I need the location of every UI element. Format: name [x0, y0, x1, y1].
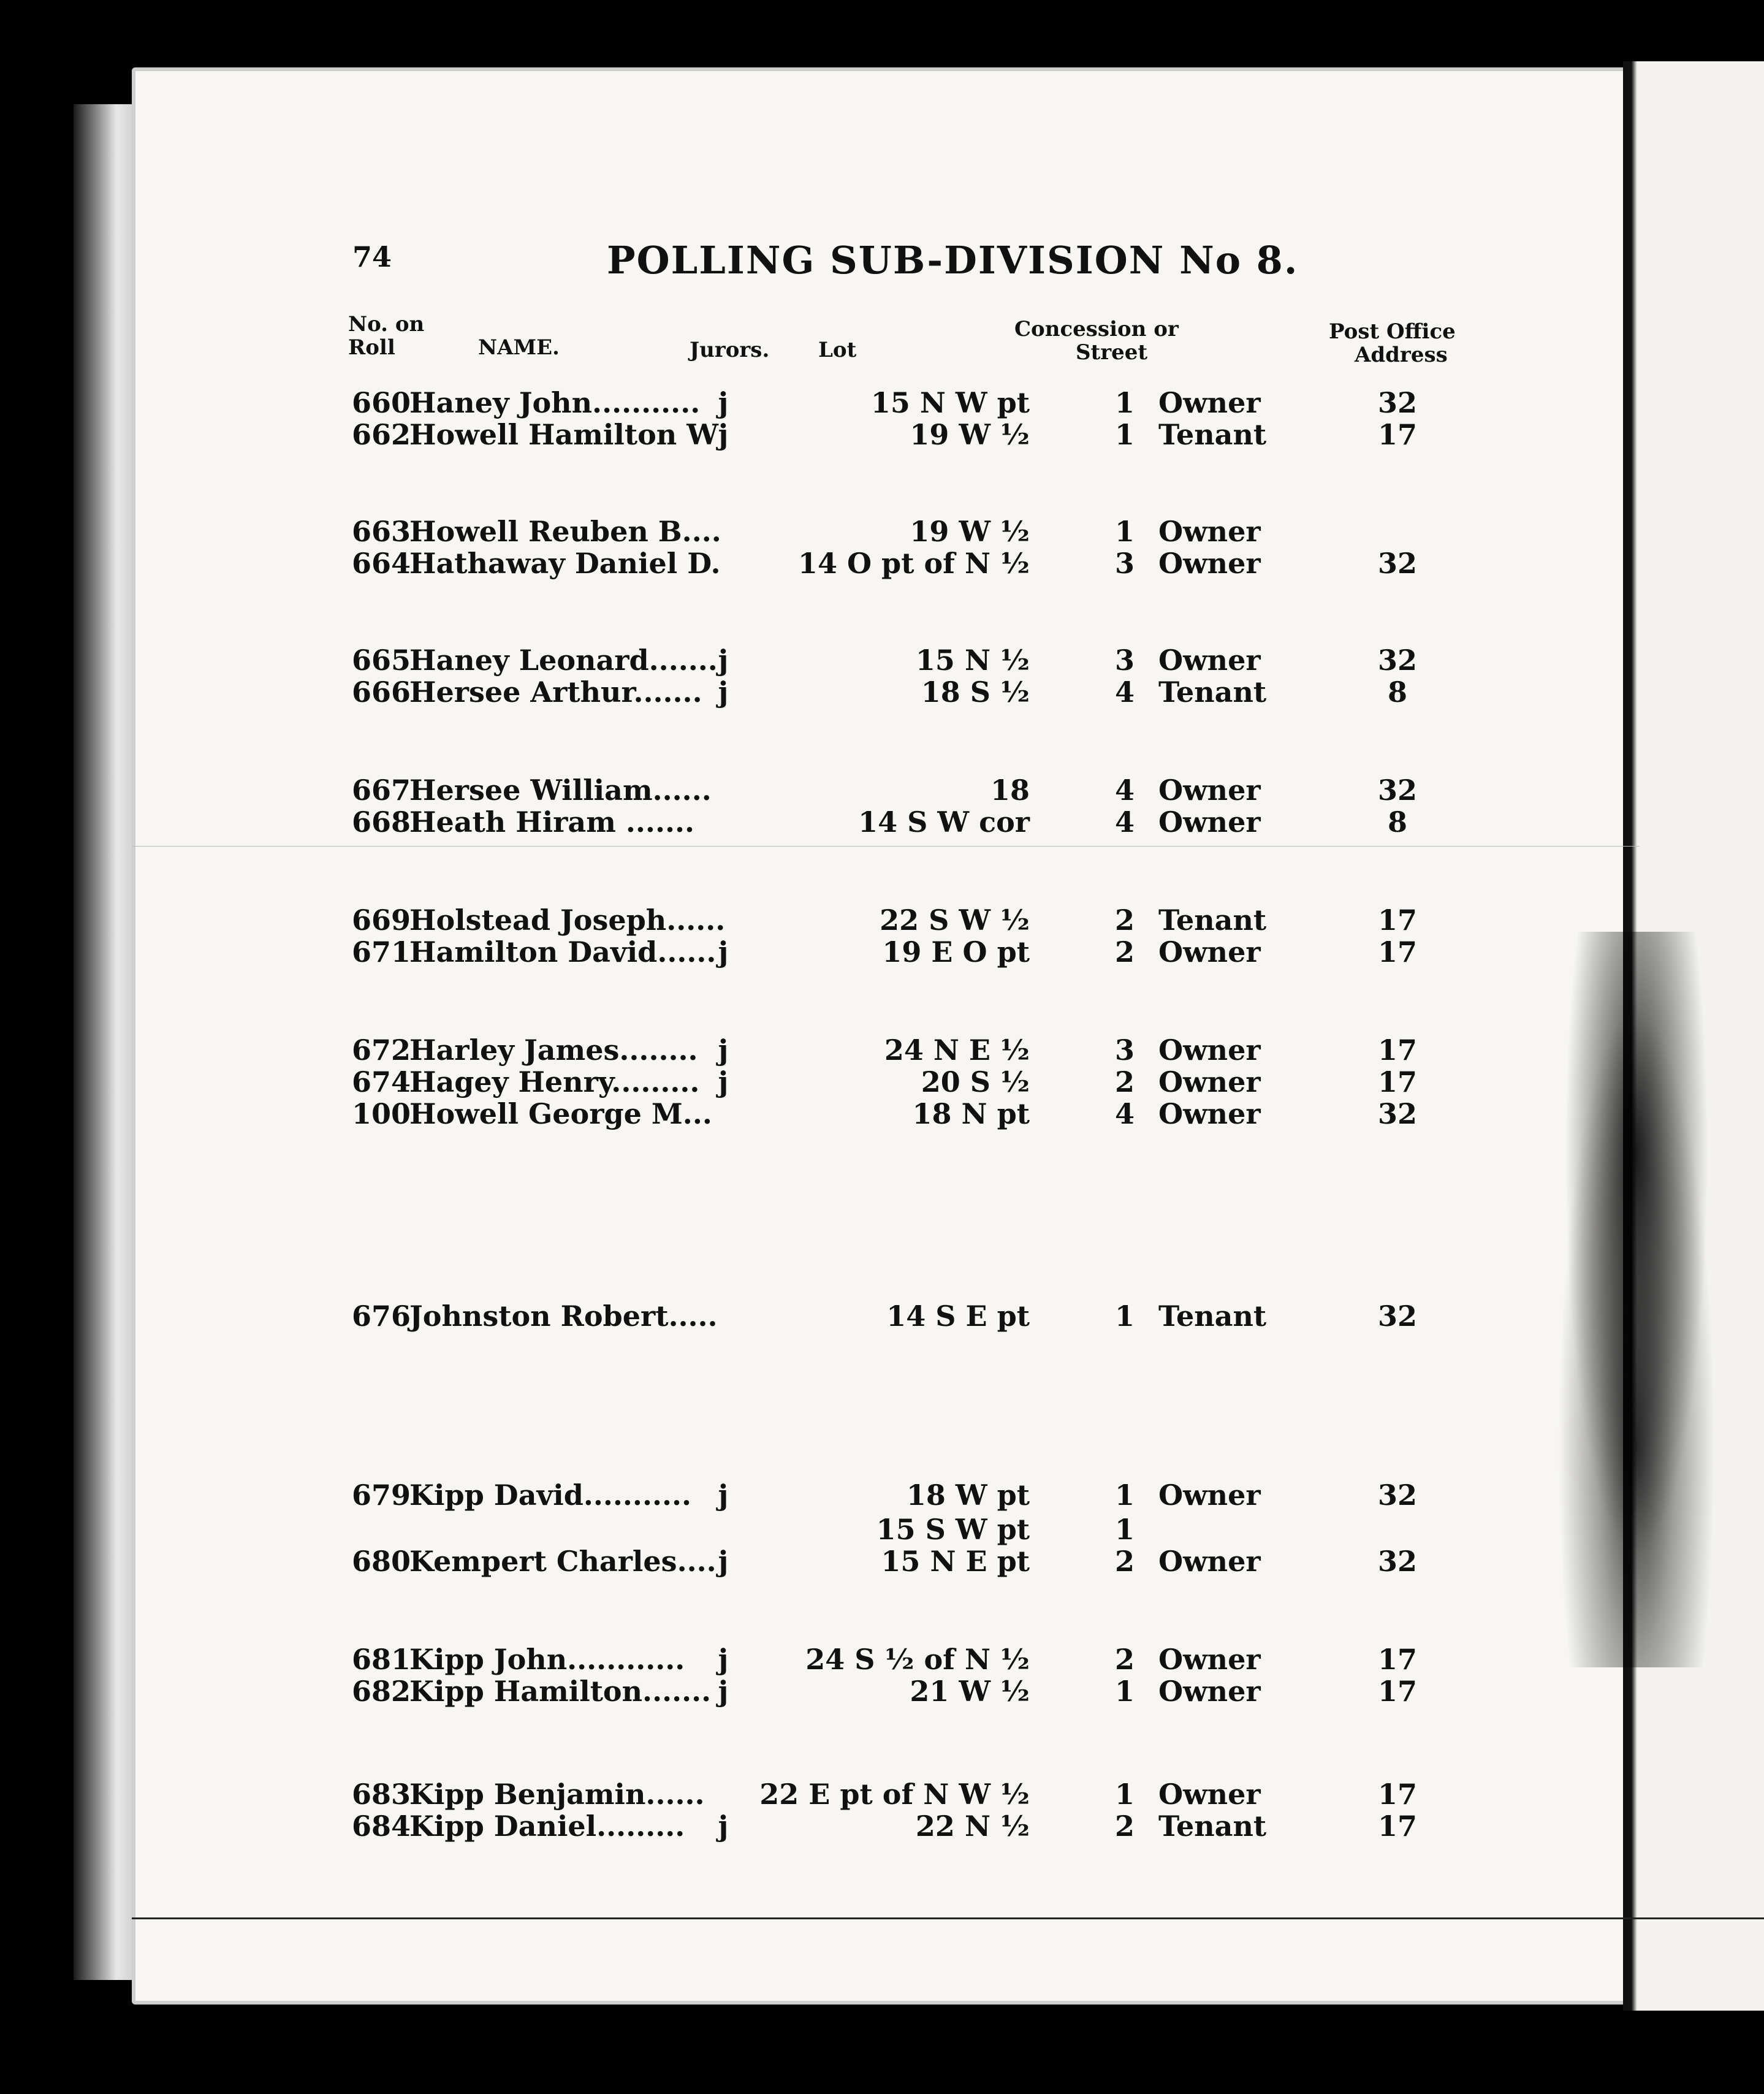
col-roll-header-1: No. on	[348, 312, 425, 337]
roll-number: 662	[351, 418, 411, 451]
voter-name: Hagey Henry.........	[409, 1065, 700, 1098]
fold-line	[132, 846, 1640, 847]
post-office-address: 17	[1377, 1810, 1417, 1843]
concession-number: 2	[1114, 1810, 1135, 1843]
roll-number: 663	[351, 515, 411, 548]
voter-name: Howell George M...	[409, 1097, 712, 1130]
tenure-status: Owner	[1158, 1479, 1261, 1512]
lot-description: 15 S W pt	[876, 1513, 1030, 1546]
concession-number: 2	[1114, 935, 1135, 969]
tenure-status: Owner	[1158, 1065, 1261, 1098]
post-office-address: 32	[1377, 1300, 1417, 1333]
concession-number: 1	[1114, 1300, 1135, 1333]
col-name-header: NAME.	[478, 335, 560, 360]
juror-mark: j	[718, 386, 729, 419]
ink-blot	[1545, 932, 1728, 1667]
tenure-status: Owner	[1158, 774, 1261, 807]
voter-name: Holstead Joseph......	[409, 904, 726, 937]
tenure-status: Owner	[1158, 1034, 1261, 1067]
voter-name: Kempert Charles....	[409, 1545, 717, 1578]
lot-description: 18	[990, 774, 1030, 807]
voter-name: Heath Hiram .......	[409, 805, 695, 839]
concession-number: 2	[1114, 1643, 1135, 1676]
tenure-status: Tenant	[1158, 904, 1267, 937]
juror-mark: j	[718, 1675, 729, 1708]
col-post-office-header-1: Post Office	[1329, 319, 1456, 344]
post-office-address: 32	[1377, 547, 1417, 580]
concession-number: 4	[1114, 774, 1135, 807]
lot-description: 15 N E pt	[881, 1545, 1030, 1578]
concession-number: 1	[1114, 1778, 1135, 1811]
roll-number: 668	[351, 805, 411, 839]
concession-number: 1	[1114, 1675, 1135, 1708]
col-lot-header: Lot	[818, 338, 857, 362]
juror-mark: j	[718, 1545, 729, 1578]
lot-description: 14 S E pt	[886, 1300, 1030, 1333]
concession-number: 3	[1114, 1034, 1135, 1067]
concession-number: 1	[1114, 1479, 1135, 1512]
juror-mark: j	[718, 676, 729, 709]
lot-description: 21 W ½	[910, 1675, 1030, 1708]
voter-name: Hersee Arthur.......	[409, 676, 702, 709]
post-office-address: 17	[1377, 904, 1417, 937]
tenure-status: Tenant	[1158, 1300, 1267, 1333]
concession-number: 4	[1114, 805, 1135, 839]
juror-mark: j	[718, 1034, 729, 1067]
concession-number: 4	[1114, 676, 1135, 709]
lot-description: 18 N pt	[912, 1097, 1030, 1130]
post-office-address: 17	[1377, 935, 1417, 969]
voter-name: Howell Reuben B....	[409, 515, 721, 548]
concession-number: 3	[1114, 644, 1135, 677]
lot-description: 18 S ½	[921, 676, 1030, 709]
tenure-status: Owner	[1158, 805, 1261, 839]
voter-name: Kipp John............	[409, 1643, 685, 1676]
concession-number: 2	[1114, 904, 1135, 937]
post-office-address: 17	[1377, 1643, 1417, 1676]
post-office-address: 8	[1387, 805, 1407, 839]
voter-name: Hersee William......	[409, 774, 712, 807]
roll-number: 681	[351, 1643, 411, 1676]
lot-description: 22 E pt of N W ½	[759, 1778, 1030, 1811]
roll-number: 676	[351, 1300, 411, 1333]
bottom-rule	[132, 1917, 1764, 1919]
post-office-address: 17	[1377, 1065, 1417, 1098]
concession-number: 4	[1114, 1097, 1135, 1130]
post-office-address: 17	[1377, 1675, 1417, 1708]
roll-number: 683	[351, 1778, 411, 1811]
tenure-status: Owner	[1158, 386, 1261, 419]
voter-name: Hamilton David......	[409, 935, 717, 969]
post-office-address: 32	[1377, 1545, 1417, 1578]
roll-number: 669	[351, 904, 411, 937]
lot-description: 22 N ½	[915, 1810, 1030, 1843]
roll-number: 664	[351, 547, 411, 580]
lot-description: 14 S W cor	[858, 805, 1030, 839]
lot-description: 15 N ½	[915, 644, 1030, 677]
roll-number: 674	[351, 1065, 411, 1098]
tenure-status: Owner	[1158, 547, 1261, 580]
concession-number: 1	[1114, 1513, 1135, 1546]
page-title: POLLING SUB-DIVISION No 8.	[607, 238, 1299, 283]
roll-number: 684	[351, 1810, 411, 1843]
juror-mark: j	[718, 418, 729, 451]
lot-description: 15 N W pt	[870, 386, 1030, 419]
post-office-address: 8	[1387, 676, 1407, 709]
voter-name: Harley James........	[409, 1034, 698, 1067]
lot-description: 22 S W ½	[880, 904, 1030, 937]
page-number: 74	[352, 240, 392, 273]
concession-number: 3	[1114, 547, 1135, 580]
tenure-status: Owner	[1158, 1097, 1261, 1130]
roll-number: 679	[351, 1479, 411, 1512]
tenure-status: Tenant	[1158, 1810, 1267, 1843]
concession-number: 2	[1114, 1065, 1135, 1098]
tenure-status: Owner	[1158, 1778, 1261, 1811]
col-concession-header-1: Concession or	[1014, 317, 1179, 341]
lot-description: 19 E O pt	[882, 935, 1030, 969]
tenure-status: Owner	[1158, 515, 1261, 548]
juror-mark: j	[718, 1479, 729, 1512]
roll-number: 671	[351, 935, 411, 969]
tenure-status: Tenant	[1158, 418, 1267, 451]
roll-number: 680	[351, 1545, 411, 1578]
roll-number: 667	[351, 774, 411, 807]
lot-description: 24 S ½ of N ½	[805, 1643, 1030, 1676]
tenure-status: Owner	[1158, 1545, 1261, 1578]
roll-number: 666	[351, 676, 411, 709]
lot-description: 20 S ½	[921, 1065, 1030, 1098]
lot-description: 19 W ½	[910, 418, 1030, 451]
post-office-address: 32	[1377, 644, 1417, 677]
post-office-address: 17	[1377, 1778, 1417, 1811]
voter-name: Haney Leonard.......	[409, 644, 718, 677]
juror-mark: j	[718, 644, 729, 677]
voter-name: Kipp Daniel.........	[409, 1810, 685, 1843]
lot-description: 14 O pt of N ½	[797, 547, 1030, 580]
post-office-address: 32	[1377, 774, 1417, 807]
concession-number: 2	[1114, 1545, 1135, 1578]
voter-name: Haney John...........	[409, 386, 701, 419]
voter-name: Hathaway Daniel D.	[409, 547, 721, 580]
concession-number: 1	[1114, 515, 1135, 548]
roll-number: 665	[351, 644, 411, 677]
voter-name: Kipp Hamilton.......	[409, 1675, 712, 1708]
voter-name: Kipp Benjamin......	[409, 1778, 705, 1811]
tenure-status: Owner	[1158, 1643, 1261, 1676]
voter-name: Johnston Robert.....	[409, 1300, 718, 1333]
post-office-address: 32	[1377, 1479, 1417, 1512]
concession-number: 1	[1114, 386, 1135, 419]
juror-mark: j	[718, 935, 729, 969]
tenure-status: Owner	[1158, 644, 1261, 677]
post-office-address: 17	[1377, 1034, 1417, 1067]
juror-mark: j	[718, 1810, 729, 1843]
tenure-status: Owner	[1158, 935, 1261, 969]
juror-mark: j	[718, 1065, 729, 1098]
post-office-address: 32	[1377, 1097, 1417, 1130]
juror-mark: j	[718, 1643, 729, 1676]
voter-name: Kipp David...........	[409, 1479, 692, 1512]
lot-description: 18 W pt	[906, 1479, 1030, 1512]
col-post-office-header-2: Address	[1355, 343, 1448, 367]
col-concession-header-2: Street	[1076, 340, 1148, 365]
col-jurors-header: Jurors.	[690, 338, 770, 362]
post-office-address: 17	[1377, 418, 1417, 451]
roll-number: 100	[351, 1097, 411, 1130]
lot-description: 19 W ½	[910, 515, 1030, 548]
roll-number: 682	[351, 1675, 411, 1708]
col-roll-header-2: Roll	[348, 335, 395, 360]
roll-number: 672	[351, 1034, 411, 1067]
tenure-status: Tenant	[1158, 676, 1267, 709]
page-edge	[74, 104, 135, 1980]
lot-description: 24 N E ½	[884, 1034, 1030, 1067]
roll-number: 660	[351, 386, 411, 419]
concession-number: 1	[1114, 418, 1135, 451]
tenure-status: Owner	[1158, 1675, 1261, 1708]
post-office-address: 32	[1377, 386, 1417, 419]
voter-name: Howell Hamilton W	[409, 418, 718, 451]
